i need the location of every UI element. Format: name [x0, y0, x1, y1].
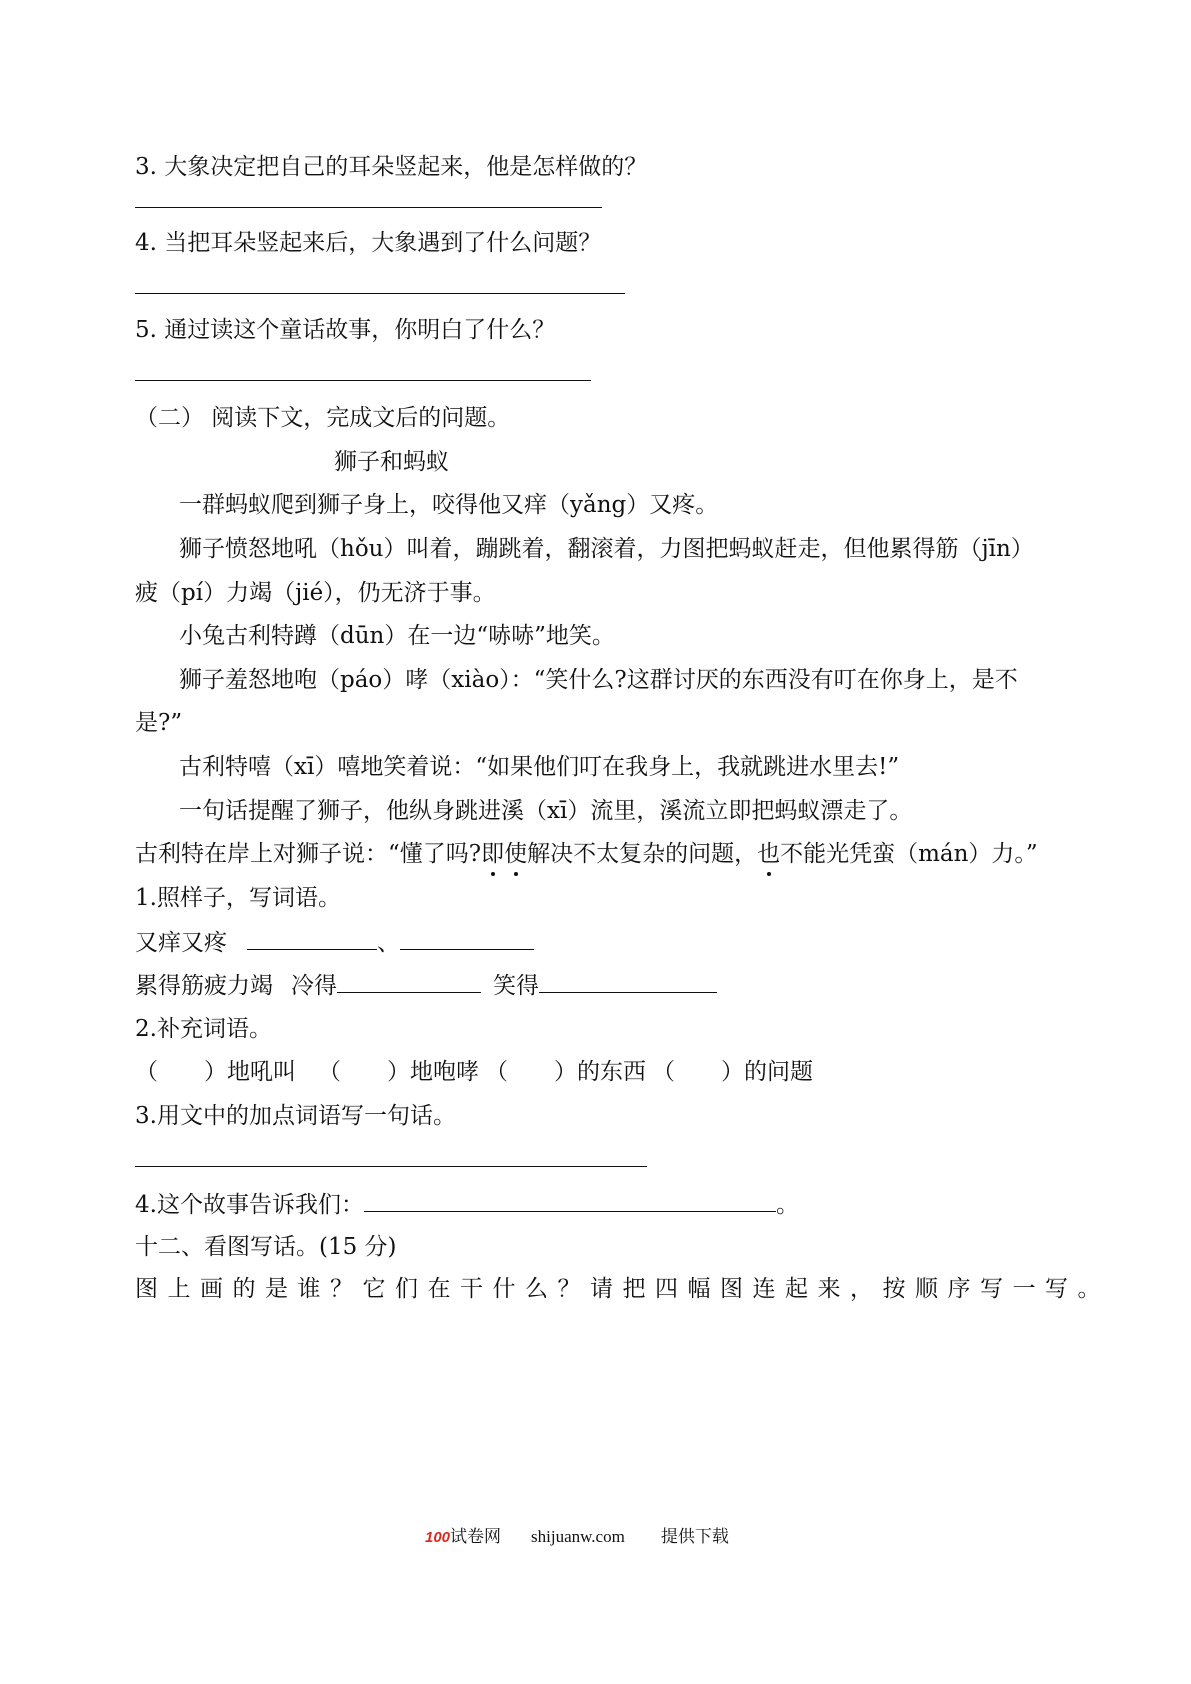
story-paragraph-2-line-2: 疲（pí）力竭（jié），仍无济于事。 [135, 580, 496, 606]
exercise-1-row-2 [135, 970, 717, 1001]
fill-item-2[interactable]: （ ）地咆哮 [318, 1059, 479, 1085]
answer-line-3 [135, 207, 602, 208]
word-blank-2[interactable] [400, 927, 534, 950]
question-3: 3. 大象决定把自己的耳朵竖起来，他是怎样做的？ [135, 154, 648, 180]
exercise-2: 2.补充词语。 [135, 1016, 272, 1042]
page-footer [425, 1525, 729, 1550]
example-word-1: 又痒又疼 [135, 930, 227, 956]
answer-line-4 [135, 293, 625, 294]
fill-item-3[interactable]: （ ）的东西 [485, 1059, 646, 1085]
xiao-de-label: 笑得 [493, 973, 539, 999]
question-4: 4. 当把耳朵竖起来后，大象遇到了什么问题？ [135, 230, 602, 256]
story-paragraph-3: 小兔古利特蹲（dūn）在一边“哧哧”地笑。 [179, 623, 615, 649]
story-p7-part-a: 古利特在岸上对狮子说：“懂了吗? [135, 841, 482, 867]
fill-item-4[interactable]: （ ）的问题 [652, 1059, 813, 1085]
site-name: 试卷网 [450, 1527, 502, 1546]
question-5: 5. 通过读这个童话故事，你明白了什么？ [135, 317, 556, 343]
dotted-char-ji: 即 [481, 841, 505, 867]
answer-blank-e4[interactable] [364, 1189, 776, 1212]
dotted-char-ye: 也 [757, 841, 781, 867]
exercise-4-label: 4.这个故事告诉我们： [135, 1192, 364, 1218]
word-blank-4[interactable] [539, 970, 717, 993]
story-paragraph-5: 古利特嘻（xī）嘻地笑着说：“如果他们叮在我身上，我就跳进水里去!” [179, 754, 900, 780]
story-paragraph-4-line-2: 是?” [135, 710, 183, 736]
leng-de-label: 冷得 [291, 973, 337, 999]
site-logo: 100 [425, 1529, 451, 1546]
answer-line-e3 [135, 1166, 647, 1167]
footer-note: 提供下载 [660, 1527, 729, 1546]
exercise-4-end: 。 [775, 1192, 799, 1218]
exercise-4 [135, 1189, 799, 1220]
answer-line-5 [135, 380, 591, 381]
section-2-heading: （二） 阅读下文，完成文后的问题。 [135, 405, 511, 431]
separator: 、 [377, 930, 400, 956]
story-p7-part-c: 不能光凭蛮（mán）力。” [780, 841, 1038, 867]
example-word-2: 累得筋疲力竭 [135, 973, 273, 999]
fill-item-1[interactable]: （ ）地吼叫 [135, 1059, 296, 1085]
story-paragraph-1: 一群蚂蚁爬到狮子身上，咬得他又痒（yǎng）又疼。 [179, 492, 719, 518]
exercise-1-row-1 [135, 927, 534, 958]
word-blank-3[interactable] [337, 970, 481, 993]
exercise-3: 3.用文中的加点词语写一句话。 [135, 1103, 456, 1129]
story-p7-part-b: 解决不太复杂的问题， [527, 841, 758, 867]
dotted-char-shi: 使 [504, 841, 528, 867]
exercise-1: 1.照样子，写词语。 [135, 885, 341, 911]
story-title: 狮子和蚂蚁 [334, 449, 449, 475]
story-paragraph-6: 一句话提醒了狮子，他纵身跳进溪（xī）流里，溪流立即把蚂蚁漂走了。 [179, 798, 913, 824]
site-url[interactable]: shijuanw.com [531, 1527, 625, 1546]
section-12-heading: 十二、看图写话。(15 分) [135, 1234, 397, 1260]
story-paragraph-7 [135, 839, 1038, 869]
word-blank-1[interactable] [247, 927, 377, 950]
section-12-prompt: 图上画的是谁？它们在干什么？请把四幅图连起来，按顺序写一写。 [135, 1276, 1110, 1302]
exercise-2-items [135, 1057, 813, 1087]
story-paragraph-2-line-1: 狮子愤怒地吼（hǒu）叫着，蹦跳着，翻滚着，力图把蚂蚁赶走，但他累得筋（jīn） [179, 536, 1034, 562]
story-paragraph-4-line-1: 狮子羞怒地咆（páo）哮（xiào）：“笑什么?这群讨厌的东西没有叮在你身上，是不 [179, 667, 1018, 693]
